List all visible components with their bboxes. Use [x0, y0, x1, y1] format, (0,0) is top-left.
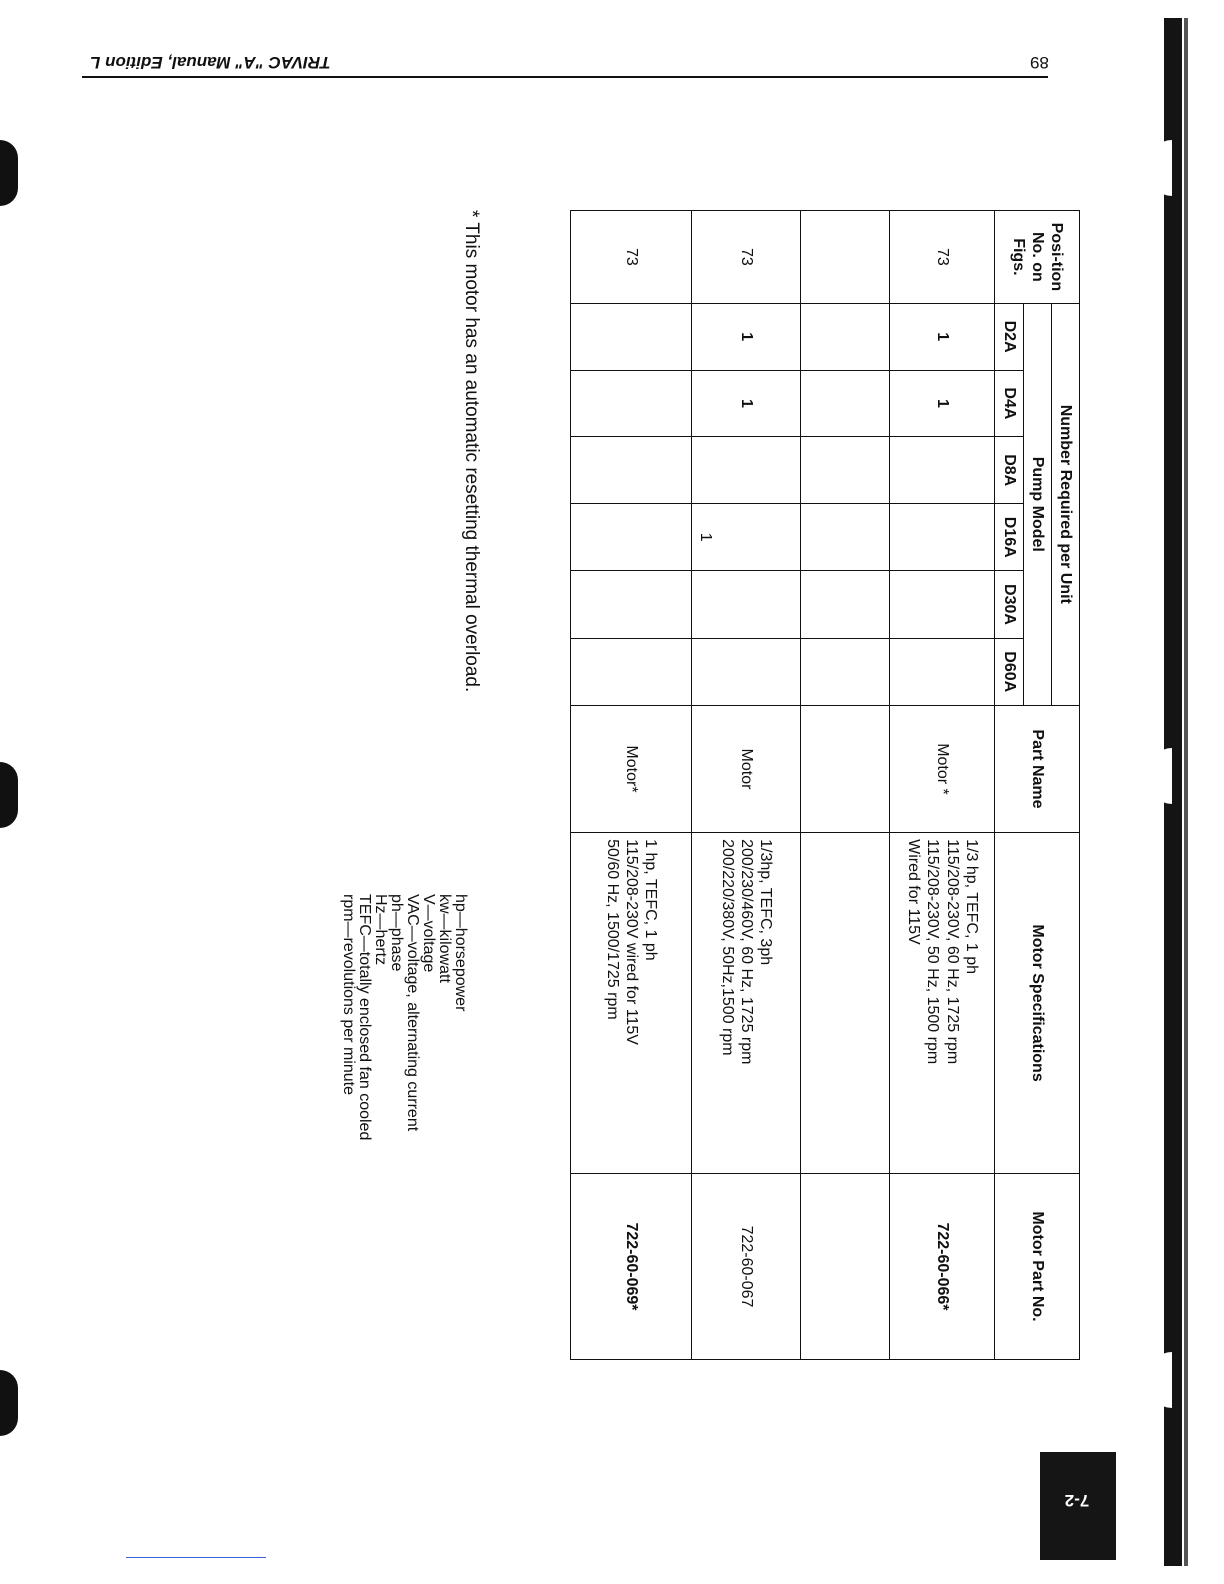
cell-position: [801, 211, 890, 304]
table-row: [571, 211, 692, 1360]
cell-qty: 1: [692, 370, 801, 437]
header-number-required: Number Required per Unit: [1051, 303, 1079, 705]
cell-qty: 1: [890, 370, 995, 437]
cell-specs: [692, 833, 801, 1174]
binder-notch: [1150, 748, 1172, 804]
cell-specs: [571, 833, 692, 1174]
page-number: 89: [1030, 53, 1049, 72]
table-header-row: [1051, 211, 1079, 1360]
cell-qty: [801, 638, 890, 705]
punch-hole: [0, 1370, 18, 1436]
table-row: [801, 211, 890, 1360]
parts-table: [570, 210, 1080, 1360]
cell-specs: [801, 833, 890, 1174]
cell-qty: 1: [692, 504, 801, 571]
spec-line: 1/3 hp, TEFC, 1 ph: [962, 839, 980, 975]
spec-line: 115/208-230V, 50 Hz, 1500 rpm: [924, 839, 942, 1065]
spec-line: 200/220/380V, 50Hz,1500 rpm: [718, 839, 736, 1056]
cell-qty: [801, 504, 890, 571]
cell-qty: [571, 504, 692, 571]
spec-line: 115/208-230V, 60 Hz, 1725 rpm: [943, 839, 961, 1065]
cell-qty: [692, 638, 801, 705]
spec-line: 200/230/460V, 60 Hz, 1725 rpm: [738, 839, 756, 1065]
cell-qty: [801, 571, 890, 638]
header-model: D60A: [995, 638, 1023, 705]
footnote: * This motor has an automatic resetting thermal overload.: [461, 210, 482, 693]
header-model: D30A: [995, 571, 1023, 638]
cell-qty: [571, 370, 692, 437]
cell-qty: [890, 571, 995, 638]
legend-item: Hz—hertz: [372, 894, 389, 966]
header-position: Posi-tion No. on Figs.: [995, 211, 1080, 304]
legend-item: TEFC—totally enclosed fan cooled: [356, 894, 373, 1141]
scan-artifact-line: [126, 1557, 266, 1558]
spec-line: 50/60 Hz, 1500/1725 rpm: [603, 839, 621, 1020]
header-model: D2A: [995, 303, 1023, 370]
legend-item: VAC—voltage, alternating current: [404, 894, 421, 1132]
header-motor-part-no: Motor Part No.: [995, 1174, 1080, 1360]
header-pump-model: Pump Model: [1023, 303, 1051, 705]
cell-qty: [801, 437, 890, 504]
legend-item: rpm—revolutions per minute: [340, 894, 357, 1095]
cell-part-name: Motor: [692, 705, 801, 832]
legend-item: hp—horsepower: [452, 894, 469, 1012]
cell-part-name: [801, 705, 890, 832]
cell-qty: [571, 638, 692, 705]
spec-line: 1 hp, TEFC, 1 ph: [642, 839, 660, 961]
cell-part-name: Motor *: [890, 705, 995, 832]
header-model: D16A: [995, 504, 1023, 571]
header-model: D8A: [995, 437, 1023, 504]
cell-part-no: [801, 1174, 890, 1360]
table-row: [692, 211, 801, 1360]
cell-qty: [890, 437, 995, 504]
abbreviation-legend: [340, 894, 468, 1140]
cell-qty: [801, 370, 890, 437]
legend-item: kw—kilowatt: [436, 894, 453, 983]
binder-notch: [1150, 140, 1172, 196]
cell-part-no: 722-60-066*: [890, 1174, 995, 1360]
header-part-name: Part Name: [995, 705, 1080, 832]
cell-part-name: Motor*: [571, 705, 692, 832]
cell-part-no: 722-60-069*: [571, 1174, 692, 1360]
punch-hole: [0, 140, 18, 206]
scan-edge-shadow: [1184, 18, 1188, 1566]
spec-line: 115/208-230V wired for 115V: [623, 839, 641, 1045]
cell-position: 73: [692, 211, 801, 304]
cell-part-no: 722-60-067: [692, 1174, 801, 1360]
cell-qty: [692, 437, 801, 504]
cell-qty: [890, 638, 995, 705]
cell-qty: [801, 303, 890, 370]
section-tab-label: 7-2: [1064, 1491, 1090, 1510]
cell-qty: [692, 571, 801, 638]
legend-item: V—voltage: [420, 894, 437, 973]
running-header-title: TRIVAC "A" Manual, Edition L: [90, 53, 331, 72]
rotated-content: [180, 210, 1080, 1360]
punch-hole: [0, 762, 18, 828]
cell-qty: [571, 571, 692, 638]
legend-item: ph—phase: [388, 894, 405, 972]
cell-specs: [890, 833, 995, 1174]
spec-line: Wired for 115V: [905, 839, 923, 945]
header-model: D4A: [995, 370, 1023, 437]
cell-qty: [890, 504, 995, 571]
header-motor-specs: Motor Specifications: [995, 833, 1080, 1174]
binder-notch: [1150, 1352, 1172, 1408]
header-rule: [82, 76, 1048, 78]
cell-qty: 1: [890, 303, 995, 370]
spec-line: 1/3hp, TEFC, 3ph: [757, 839, 775, 966]
cell-position: 73: [571, 211, 692, 304]
cell-qty: 1: [692, 303, 801, 370]
cell-position: 73: [890, 211, 995, 304]
cell-qty: [571, 303, 692, 370]
table-row: [890, 211, 995, 1360]
cell-qty: [571, 437, 692, 504]
